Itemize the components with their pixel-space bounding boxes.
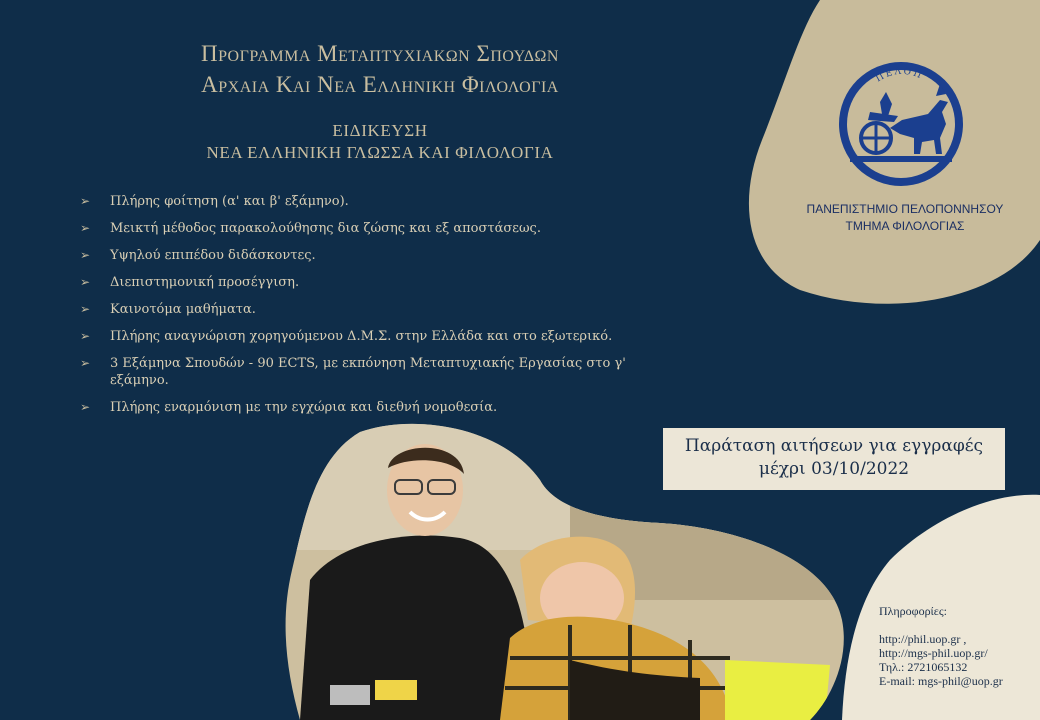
arrow-bullet-icon: ➢ (80, 302, 91, 316)
feature-item (80, 399, 680, 416)
feature-text: Καινοτόμα μαθήματα. (110, 302, 256, 317)
arrow-bullet-icon: ➢ (80, 275, 91, 289)
department-name: ΤΜΗΜΑ ΦΙΛΟΛΟΓΙΑΣ (845, 219, 965, 233)
feature-item (80, 355, 680, 389)
feature-text: Πλήρης εναρμόνιση με την εγχώρια και διεθνή νομοθεσία. (110, 400, 498, 415)
program-title-line-1: Προγραμμα Μεταπτυχιακων Σπουδων (201, 41, 559, 66)
feature-text: Διεπιστημονική προσέγγιση. (110, 275, 300, 290)
arrow-bullet-icon: ➢ (80, 221, 91, 235)
feature-text: Πλήρης φοίτηση (α' και β' εξάμηνο). (110, 194, 349, 209)
svg-text:ΠΕΛΟΠ: ΠΕΛΟΠ (874, 66, 925, 85)
feature-text: Μεικτή μέθοδος παρακολούθησης δια ζώσης και εξ αποστάσεως. (110, 221, 541, 236)
university-logo (836, 60, 966, 188)
arrow-bullet-icon: ➢ (80, 356, 91, 370)
deadline-date: μέχρι 03/10/2022 (758, 459, 910, 479)
feature-item (80, 301, 680, 318)
specialization-label: ΕΙΔΙΚΕΥΣΗ (332, 121, 428, 140)
contact-info (879, 604, 1039, 688)
students-photo (270, 420, 870, 720)
specialization-block (120, 120, 640, 164)
program-title-line-2: Αρχαια Και Νεα Ελληνικη Φιλολογια (201, 72, 559, 97)
contact-heading: Πληροφορίες: (879, 604, 947, 618)
arrow-bullet-icon: ➢ (80, 329, 91, 343)
deadline-line-1: Παράταση αιτήσεων για εγγραφές (684, 436, 984, 456)
phone-number: Τηλ.: 2721065132 (879, 660, 968, 674)
university-name-line-1: ΠΑΝΕΠΙΣΤΗΜΙΟ ΠΕΛΟΠΟΝΝΗΣΟΥ (806, 202, 1004, 216)
website-link-2[interactable]: http://mgs-phil.uop.gr/ (879, 646, 988, 660)
feature-item (80, 193, 680, 210)
website-link-1[interactable]: http://phil.uop.gr , (879, 632, 967, 646)
specialization-name: ΝΕΑ ΕΛΛΗΝΙΚΗ ΓΛΩΣΣΑ ΚΑΙ ΦΙΛΟΛΟΓΙΑ (206, 143, 554, 162)
chariot-emblem-icon (836, 60, 966, 188)
university-name (770, 201, 1040, 235)
feature-item (80, 274, 680, 291)
feature-item (80, 247, 680, 264)
feature-text: Υψηλού επιπέδου διδάσκοντες. (110, 248, 316, 263)
arrow-bullet-icon: ➢ (80, 194, 91, 208)
feature-text: Πλήρης αναγνώριση χορηγούμενου Δ.Μ.Σ. στην Ελλάδα και στο εξωτερικό. (110, 329, 613, 344)
features-list (80, 193, 680, 426)
feature-item (80, 220, 680, 237)
arrow-bullet-icon: ➢ (80, 400, 91, 414)
program-title (120, 38, 640, 100)
feature-text: 3 Εξάμηνα Σπουδών - 90 ECTS, με εκπόνηση Μεταπτυχιακής Εργασίας στο γ' εξάμηνο. (110, 356, 626, 388)
email-address[interactable]: E-mail: mgs-phil@uop.gr (879, 674, 1003, 688)
feature-item (80, 328, 680, 345)
arrow-bullet-icon: ➢ (80, 248, 91, 262)
